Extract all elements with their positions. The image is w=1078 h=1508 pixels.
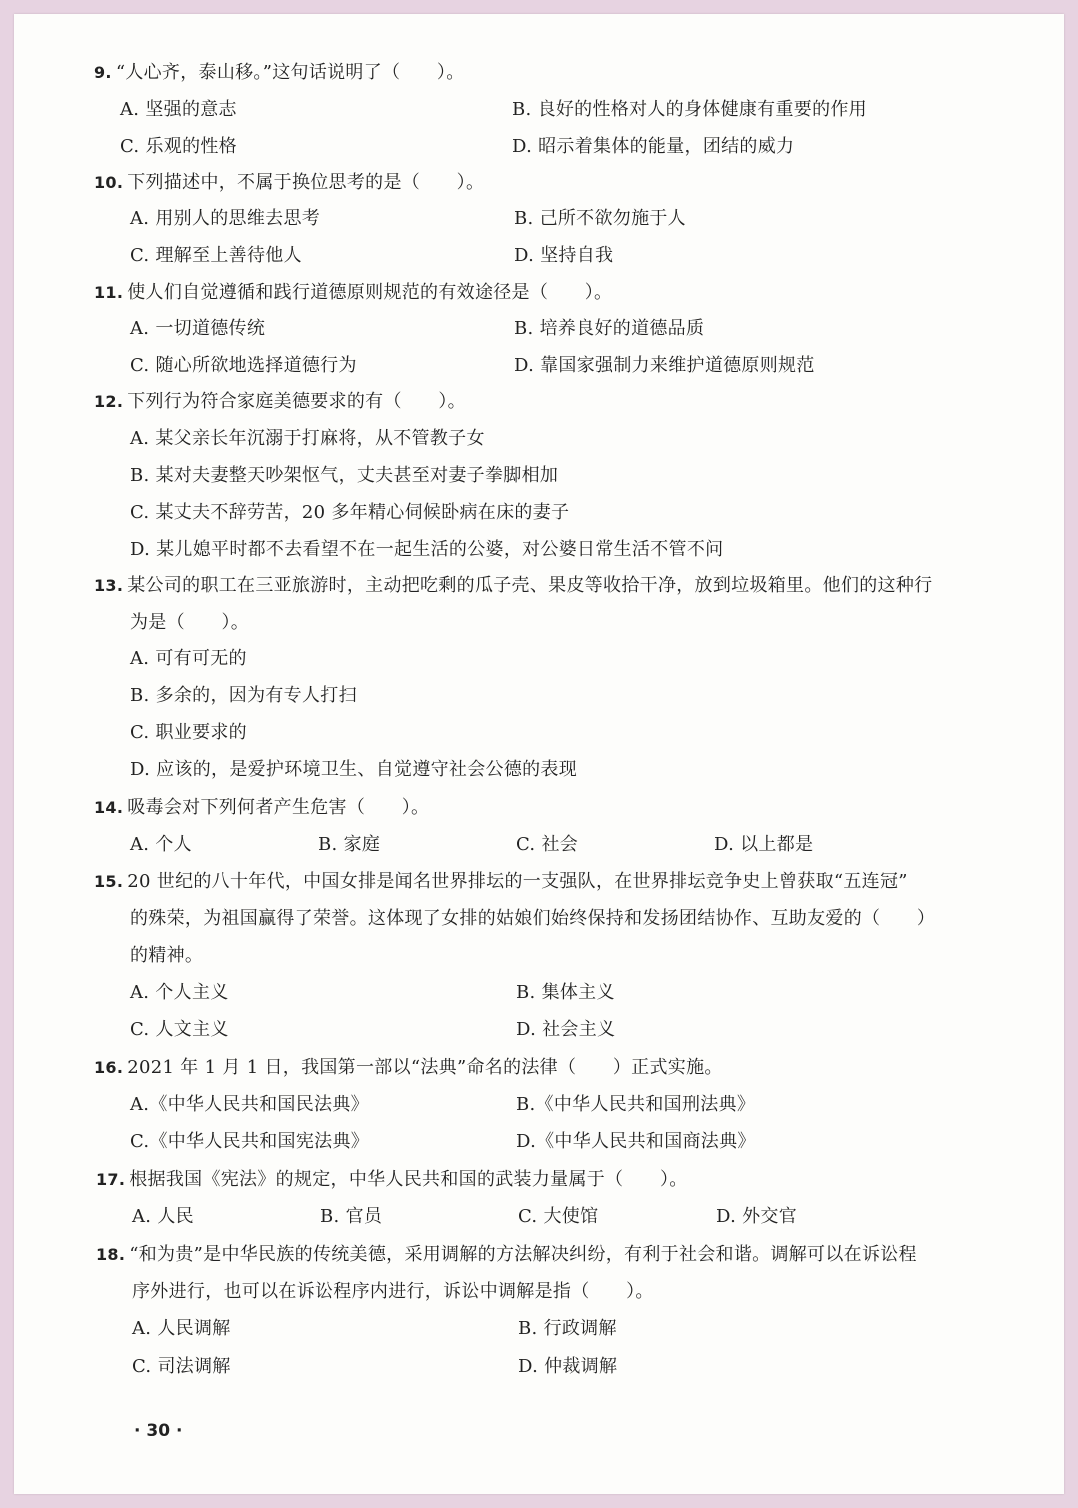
q11-option-a: A. 一切道德传统 — [130, 318, 266, 339]
q14-option-c: C. 社会 — [516, 834, 579, 855]
q13-option-a: A. 可有可无的 — [130, 648, 247, 669]
q15-option-c: C. 人文主义 — [130, 1019, 229, 1040]
q9-option-c: C. 乐观的性格 — [120, 136, 237, 157]
q18-option-d: D. 仲裁调解 — [518, 1356, 618, 1377]
q12-option-a: A. 某父亲长年沉溺于打麻将，从不管教子女 — [130, 428, 485, 449]
question-13-stem: 13. 某公司的职工在三亚旅游时，主动把吃剩的瓜子壳、果皮等收拾干净，放到垃圾箱里。他们的这种行 — [94, 575, 933, 596]
q18-option-b: B. 行政调解 — [518, 1318, 617, 1339]
q10-option-a: A. 用别人的思维去思考 — [130, 208, 321, 229]
q17-option-a: A. 人民 — [132, 1206, 194, 1227]
q15-option-b: B. 集体主义 — [516, 982, 615, 1003]
q9-option-a: A. 坚强的意志 — [120, 99, 237, 120]
q9-option-b: B. 良好的性格对人的身体健康有重要的作用 — [512, 99, 867, 120]
question-18-stem-cont: 序外进行，也可以在诉讼程序内进行，诉讼中调解是指（ ）。 — [132, 1281, 654, 1302]
question-15-stem-cont2: 的精神。 — [130, 945, 204, 966]
q17-option-d: D. 外交官 — [716, 1206, 798, 1227]
question-10-stem: 10. 下列描述中，不属于换位思考的是（ ）。 — [94, 172, 485, 193]
q14-option-d: D. 以上都是 — [714, 834, 814, 855]
q15-option-a: A. 个人主义 — [130, 982, 229, 1003]
question-12-stem: 12. 下列行为符合家庭美德要求的有（ ）。 — [94, 391, 466, 412]
q16-option-c: C.《中华人民共和国宪法典》 — [130, 1131, 370, 1152]
q13-option-d: D. 应该的，是爱护环境卫生、自觉遵守社会公德的表现 — [130, 759, 578, 780]
q16-option-d: D.《中华人民共和国商法典》 — [516, 1131, 756, 1152]
q17-option-b: B. 官员 — [320, 1206, 383, 1227]
q12-option-b: B. 某对夫妻整天吵架怄气，丈夫甚至对妻子拳脚相加 — [130, 465, 559, 486]
q10-option-d: D. 坚持自我 — [514, 245, 614, 266]
q14-option-b: B. 家庭 — [318, 834, 381, 855]
q11-option-c: C. 随心所欲地选择道德行为 — [130, 355, 357, 376]
q10-option-b: B. 己所不欲勿施于人 — [514, 208, 686, 229]
exam-page — [14, 14, 1064, 1494]
q12-option-c: C. 某丈夫不辞劳苦，20 多年精心伺候卧病在床的妻子 — [130, 502, 570, 523]
q17-option-c: C. 大使馆 — [518, 1206, 599, 1227]
question-17-stem: 17. 根据我国《宪法》的规定，中华人民共和国的武装力量属于（ ）。 — [96, 1169, 688, 1190]
q15-option-d: D. 社会主义 — [516, 1019, 616, 1040]
question-15-stem: 15. 20 世纪的八十年代，中国女排是闻名世界排坛的一支强队，在世界排坛竞争史上曾获取“五连冠” — [94, 871, 908, 892]
q10-option-c: C. 理解至上善待他人 — [130, 245, 302, 266]
q12-option-d: D. 某儿媳平时都不去看望不在一起生活的公婆，对公婆日常生活不管不问 — [130, 539, 724, 560]
question-11-stem: 11. 使人们自觉遵循和践行道德原则规范的有效途径是（ ）。 — [94, 282, 613, 303]
q18-option-c: C. 司法调解 — [132, 1356, 231, 1377]
question-14-stem: 14. 吸毒会对下列何者产生危害（ ）。 — [94, 797, 430, 818]
q14-option-a: A. 个人 — [130, 834, 192, 855]
question-9-stem: 9. “人心齐，泰山移。”这句话说明了（ ）。 — [94, 62, 465, 83]
q11-option-b: B. 培养良好的道德品质 — [514, 318, 705, 339]
question-15-stem-cont1: 的殊荣，为祖国赢得了荣誉。这体现了女排的姑娘们始终保持和发扬团结协作、互助友爱的（ ） — [130, 908, 936, 929]
q16-option-b: B.《中华人民共和国刑法典》 — [516, 1094, 756, 1115]
page-number: · 30 · — [134, 1421, 183, 1441]
q18-option-a: A. 人民调解 — [132, 1318, 231, 1339]
question-18-stem: 18. “和为贵”是中华民族的传统美德，采用调解的方法解决纠纷，有利于社会和谐。调解可以在诉讼程 — [96, 1244, 917, 1265]
question-13-stem-cont: 为是（ ）。 — [130, 612, 250, 633]
q9-option-d: D. 昭示着集体的能量，团结的威力 — [512, 136, 795, 157]
q13-option-b: B. 多余的，因为有专人打扫 — [130, 685, 357, 706]
q16-option-a: A.《中华人民共和国民法典》 — [130, 1094, 369, 1115]
question-16-stem: 16. 2021 年 1 月 1 日，我国第一部以“法典”命名的法律（ ）正式实施。 — [94, 1057, 723, 1078]
q11-option-d: D. 靠国家强制力来维护道德原则规范 — [514, 355, 815, 376]
q13-option-c: C. 职业要求的 — [130, 722, 247, 743]
